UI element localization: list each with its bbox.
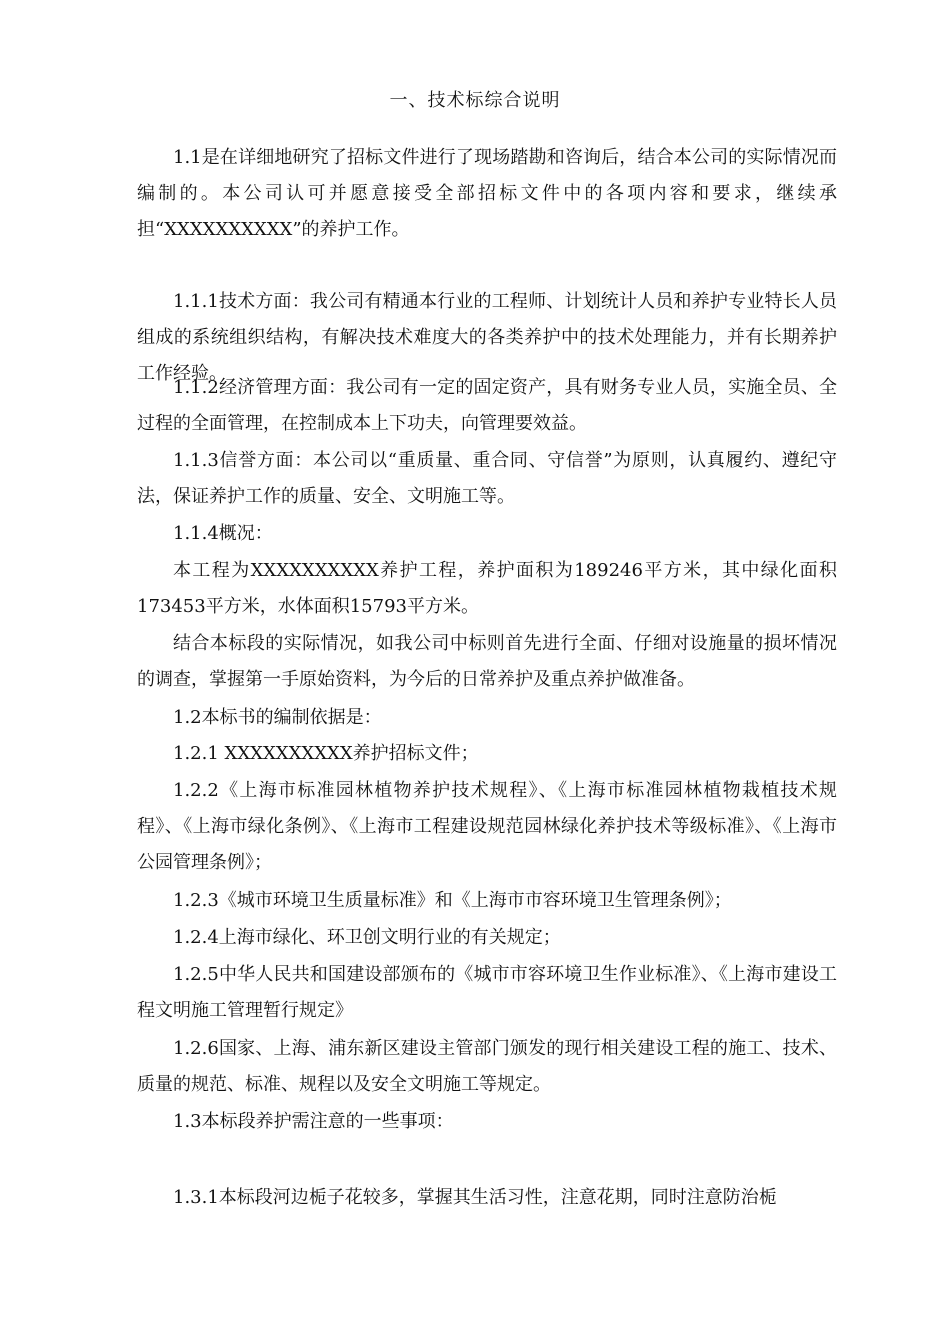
paragraph-1-2-1: 1.2.1 XXXXXXXXXX养护招标文件； [173, 743, 479, 764]
paragraph-1-2-6: 1.2.6国家、上海、浦东新区建设主管部门颁发的现行相关建设工程的施工、技术、质量的规范、标准、规程以及安全文明施工等规定。 [137, 1038, 837, 1095]
paragraph-1-1-3: 1.1.3信誉方面：本公司以“重质量、重合同、守信誉”为原则，认真履约、遵纪守法，保证养护工作的质量、安全、文明施工等。 [137, 450, 837, 507]
paragraph-1-2-2: 1.2.2《上海市标准园林植物养护技术规程》、《上海市标准园林植物栽植技术规程》、《上海市绿化条例》、《上海市工程建设规范园林绿化养护技术等级标准》、《上海市公园管理条例》； [137, 780, 837, 873]
paragraph-1-1-2: 1.1.2经济管理方面：我公司有一定的固定资产，具有财务专业人员，实施全员、全过程的全面管理，在控制成本上下功夫，向管理要效益。 [137, 377, 837, 434]
paragraph-1-1: 1.1是在详细地研究了招标文件进行了现场踏勘和咨询后，结合本公司的实际情况而编制的。本公司认可并愿意接受全部招标文件中的各项内容和要求，继续承担“XXXXXXXXXX”的养护工作。 [137, 147, 837, 240]
paragraph-1-2-4: 1.2.4上海市绿化、环卫创文明行业的有关规定； [173, 927, 561, 948]
paragraph-overview: 本工程为XXXXXXXXXX养护工程，养护面积为189246平方米，其中绿化面积173453平方米，水体面积15793平方米。 [137, 560, 837, 617]
paragraph-1-3: 1.3本标段养护需注意的一些事项： [173, 1111, 454, 1132]
paragraph-1-2-5: 1.2.5中华人民共和国建设部颁布的《城市市容环境卫生作业标准》、《上海市建设工程文明施工管理暂行规定》 [137, 964, 837, 1021]
paragraph-1-1-1: 1.1.1技术方面：我公司有精通本行业的工程师、计划统计人员和养护专业特长人员组成的系统组织结构，有解决技术难度大的各类养护中的技术处理能力，并有长期养护工作经验。 [137, 291, 837, 384]
paragraph-1-1-4: 1.1.4概况： [173, 523, 273, 544]
paragraph-survey: 结合本标段的实际情况，如我公司中标则首先进行全面、仔细对设施量的损坏情况的调查，掌握第一手原始资料，为今后的日常养护及重点养护做准备。 [137, 633, 837, 690]
page-title: 一、技术标综合说明 [389, 90, 561, 111]
paragraph-1-2-3: 1.2.3《城市环境卫生质量标准》和《上海市市容环境卫生管理条例》； [173, 890, 732, 911]
paragraph-1-2: 1.2本标书的编制依据是： [173, 707, 382, 728]
paragraph-1-3-1: 1.3.1本标段河边栀子花较多，掌握其生活习性，注意花期，同时注意防治栀 [173, 1187, 777, 1208]
